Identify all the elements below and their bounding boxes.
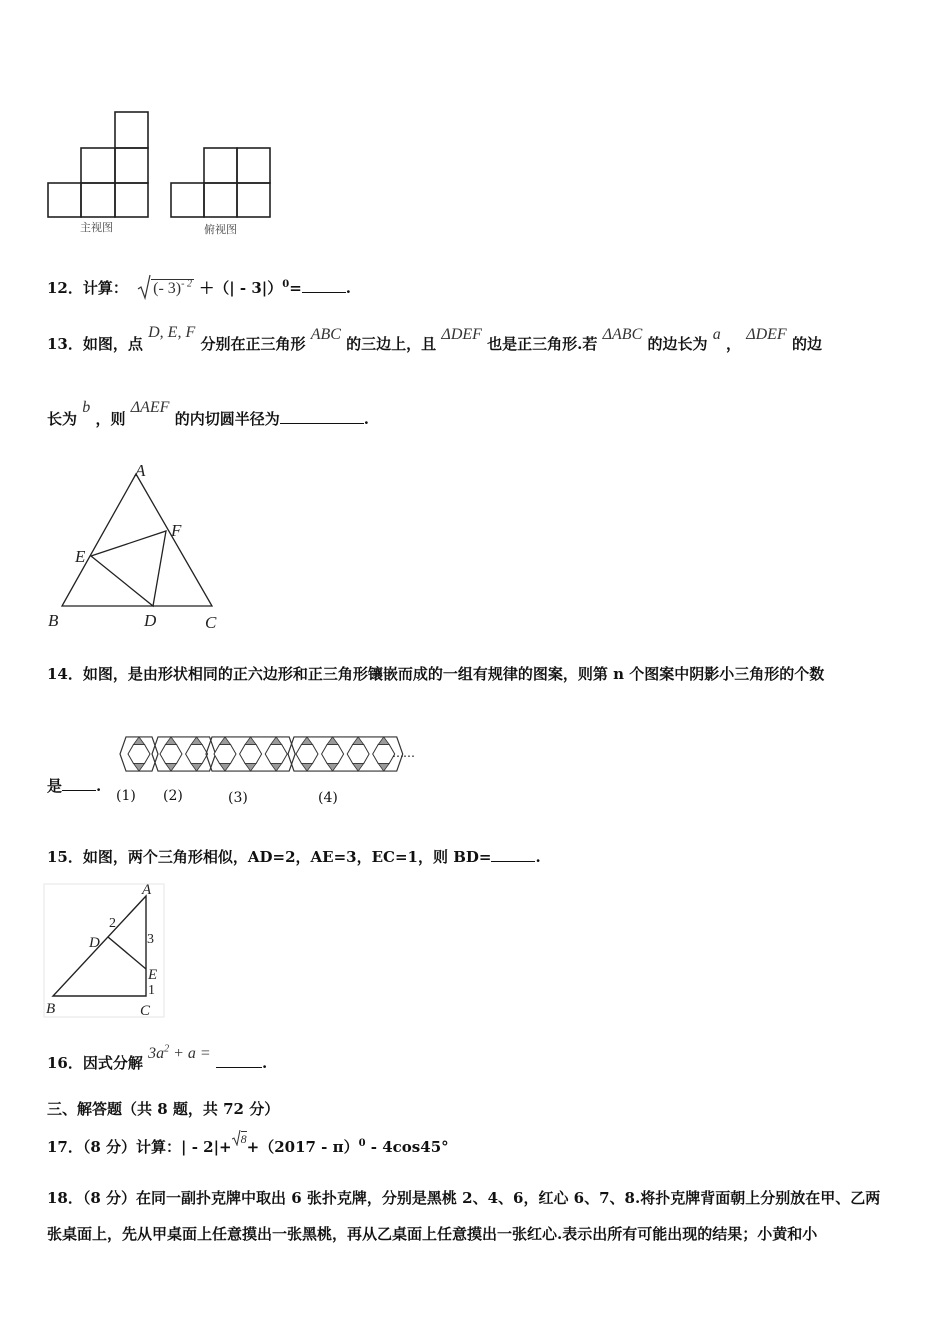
q12-zero-exp: 0	[282, 279, 290, 290]
shaded-triangle	[327, 764, 338, 772]
q14-text-2: 是	[47, 777, 63, 795]
q14-number: 14．	[47, 665, 83, 683]
question-18-line-1	[47, 1187, 880, 1208]
pattern-label-1: (1)	[116, 788, 136, 804]
hexagon-cell	[214, 745, 236, 764]
label-c-2: C	[140, 1003, 151, 1019]
shaded-triangle	[353, 764, 364, 772]
shaded-triangle	[220, 737, 231, 745]
hexagon-cell	[347, 745, 369, 764]
shaded-triangle	[271, 764, 282, 772]
question-15	[47, 846, 541, 867]
label-d-2: D	[89, 935, 100, 951]
q12-sqrt	[137, 274, 194, 300]
q16-answer-blank[interactable]	[216, 1067, 262, 1068]
question-16	[47, 1043, 268, 1073]
q12-radicand: (- 3)	[153, 280, 182, 297]
q12-label: 计算：	[82, 279, 128, 297]
q14-text: 如图，是由形状相同的正六边形和正三角形镶嵌而成的一组有规律的图案，则第 n 个图案中阴影小三角形的个数	[82, 665, 825, 683]
q13-points-math: D, E, F	[148, 324, 196, 341]
q13-def-math: ΔDEF	[441, 326, 482, 343]
hexagon-cell	[128, 745, 150, 764]
q13-text-d: 也是正三角形.若	[487, 335, 598, 353]
shaded-triangle	[166, 737, 177, 745]
question-12	[47, 274, 351, 300]
q13-text-b: 分别在正三角形	[200, 335, 306, 353]
shaded-triangle	[245, 764, 256, 772]
q13-b-math: b	[82, 399, 91, 416]
q13-text-e: 的边长为	[647, 335, 708, 353]
shaded-triangle	[302, 737, 313, 745]
front-view	[48, 112, 148, 217]
q13-text-a: 如图，点	[82, 335, 143, 353]
question-18-line-2: 张桌面上，先从甲桌面上任意摸出一张黑桃，再从乙桌面上任意摸出一张红心.表示出所有可能出现的结果；小黄和小	[47, 1225, 818, 1243]
tiling-pattern-3	[206, 737, 295, 771]
q14-end: .	[96, 777, 102, 795]
q16-math-exp: 2	[164, 1043, 170, 1055]
q17-rest: +（2017 - π）	[246, 1138, 359, 1156]
section-3-title: 三、解答题（共 8 题，共 72 分）	[47, 1100, 280, 1118]
shaded-triangle	[134, 737, 145, 745]
label-e: E	[75, 547, 86, 566]
shaded-triangle	[220, 764, 231, 772]
q12-number: 12．	[47, 279, 83, 297]
q14-answer-blank[interactable]	[62, 790, 96, 791]
question-14-line-1	[47, 663, 824, 684]
sqrt-sign-icon	[137, 274, 151, 300]
q13-triangle-figure	[40, 458, 230, 638]
shaded-triangle	[271, 737, 282, 745]
q12-answer-blank[interactable]	[302, 292, 346, 293]
hexagon-tiling-figure	[110, 730, 430, 790]
length-ec: 1	[148, 983, 155, 998]
shaded-triangle	[302, 764, 313, 772]
label-f: F	[171, 521, 182, 540]
q17-number: 17．	[47, 1138, 83, 1156]
q13-text-g: 的边	[791, 335, 822, 353]
q13-tri-abc-math: ΔABC	[602, 326, 643, 343]
q15-text: 如图，两个三角形相似，AD=2，AE=3，EC=1，则 BD=	[82, 848, 492, 866]
q16-math-base: 3a	[148, 1045, 165, 1062]
hexagon-cell	[240, 745, 262, 764]
pattern-label-2: (2)	[163, 788, 183, 804]
question-14-line-2	[47, 775, 101, 796]
top-view	[171, 148, 270, 217]
hexagon-cell	[265, 745, 287, 764]
label-d: D	[144, 611, 157, 630]
q13-answer-blank[interactable]	[280, 423, 364, 424]
q12-rest: ＋（| - 3|）	[199, 279, 283, 297]
tiling-pattern-4	[288, 737, 403, 771]
q18-text-1: （8 分）在同一副扑克牌中取出 6 张扑克牌，分别是黑桃 2、4、6，红心 6、7、8.将扑克牌背面朝上分别放在甲、乙两	[82, 1189, 881, 1207]
hexagon-cell	[160, 745, 182, 764]
label-a: A	[135, 461, 146, 480]
views-figure	[40, 105, 280, 240]
pattern-ellipsis: ……	[392, 746, 414, 760]
q12-exponent: - 2	[181, 278, 192, 290]
q15-number: 15．	[47, 848, 83, 866]
shaded-triangle	[353, 737, 364, 745]
q12-eq: =	[289, 279, 302, 297]
q16-number: 16．	[47, 1054, 83, 1072]
q13-text-j: 的内切圆半径为	[174, 410, 280, 428]
pattern-label-4: (4)	[318, 790, 338, 806]
q12-end: .	[345, 279, 351, 297]
q13-text-f: ，	[725, 335, 741, 353]
q13-number: 13．	[47, 335, 83, 353]
q18-number: 18．	[47, 1189, 83, 1207]
q16-math-rest: + a =	[169, 1045, 211, 1062]
front-view-caption: 主视图	[80, 221, 113, 234]
hexagon-cell	[322, 745, 344, 764]
label-a-2: A	[142, 882, 152, 898]
label-e-2: E	[148, 967, 158, 983]
q17-sqrt	[232, 1129, 247, 1147]
q15-answer-blank[interactable]	[491, 861, 535, 862]
shaded-triangle	[378, 764, 389, 772]
label-c: C	[205, 613, 217, 632]
shaded-triangle	[134, 764, 145, 772]
shaded-triangle	[191, 764, 202, 772]
q13-def2-math: ΔDEF	[746, 326, 787, 343]
q16-end: .	[261, 1054, 268, 1072]
q15-triangle-figure	[40, 882, 170, 1022]
q16-math	[148, 1045, 211, 1062]
q16-text: 因式分解	[82, 1054, 143, 1072]
q13-aef-math: ΔAEF	[130, 399, 170, 416]
segment-de	[108, 937, 146, 969]
triangle-def	[91, 531, 166, 606]
q17-tail: - 4cos45°	[365, 1138, 449, 1156]
q13-end: .	[363, 410, 369, 428]
sqrt-sign-icon-2	[232, 1130, 241, 1146]
q13-text-h: 长为	[47, 410, 78, 428]
pattern-label-3: (3)	[228, 790, 248, 806]
top-view-caption: 俯视图	[204, 223, 237, 236]
length-ae: 3	[147, 932, 154, 947]
question-13-line-2	[47, 399, 369, 429]
question-13-line-1	[47, 324, 822, 354]
hexagon-cell	[296, 745, 318, 764]
q13-abc-math: ABC	[310, 326, 341, 343]
label-b: B	[48, 611, 59, 630]
shaded-triangle	[327, 737, 338, 745]
q15-end: .	[535, 848, 541, 866]
length-ad: 2	[109, 916, 116, 931]
hexagon-cell	[186, 745, 208, 764]
q13-text-c: 的三边上，且	[346, 335, 437, 353]
shaded-triangle	[191, 737, 202, 745]
question-17	[47, 1132, 449, 1157]
q13-text-i: ，则	[95, 410, 126, 428]
shaded-triangle	[378, 737, 389, 745]
q13-a-math: a	[712, 326, 721, 343]
q17-radicand: 8	[240, 1132, 247, 1146]
q17-text: （8 分）计算：| - 2|+	[82, 1138, 232, 1156]
shaded-triangle	[166, 764, 177, 772]
shaded-triangle	[245, 737, 256, 745]
label-b-2: B	[46, 1001, 56, 1017]
q17-zero-exp: 0	[358, 1138, 366, 1149]
